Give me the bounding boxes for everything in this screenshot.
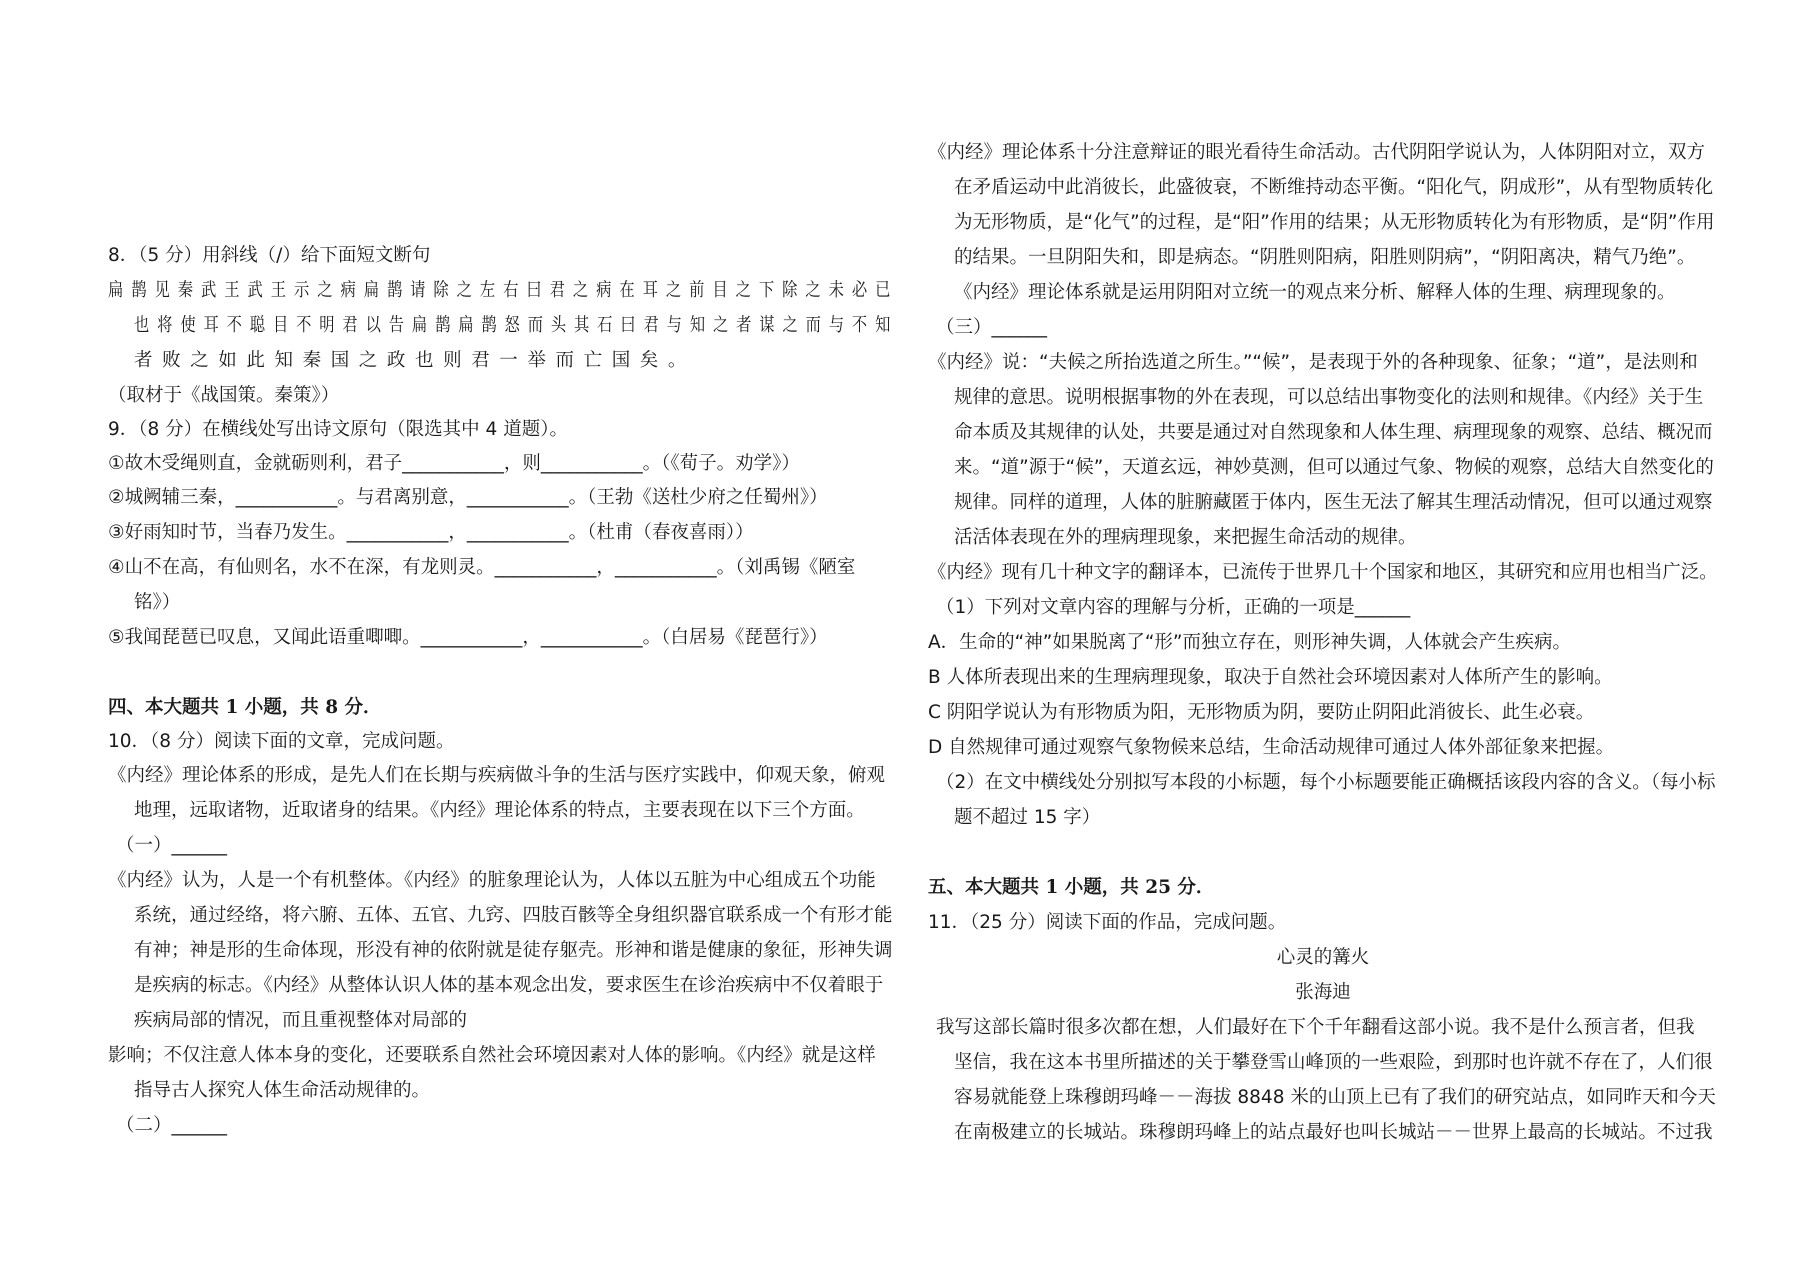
passage-line: 系统，通过经络，将六腑、五体、五官、九窍、四肢百骸等全身组织器官联系成一个有形才能	[134, 905, 893, 926]
passage-line: 疾病局部的情况，而且重视整体对局部的	[134, 1010, 468, 1031]
passage-line: 在矛盾运动中此消彼长，此盛彼衰，不断维持动态平衡。“阳化气，阴成形”，从有型物质转化	[954, 177, 1714, 198]
story-line: 容易就能登上珠穆朗玛峰－－海拔 8848 米的山顶上已有了我们的研究站点，如同昨天和今天	[954, 1087, 1716, 1108]
question-9-item: 铭》）	[134, 592, 181, 613]
question-9-item: ①故木受绳则直，金就砺则利，君子___________，则___________。（《荀子。劝学》）	[108, 453, 800, 474]
story-line: 我写这部长篇时很多次都在想，人们最好在下个千年翻看这部小说。我不是什么预言者，但我	[936, 1017, 1695, 1038]
passage-line: 为无形物质，是“化气”的过程，是“阳”作用的结果；从无形物质转化为有形物质，是“阴”作用	[954, 212, 1715, 233]
sub-question-1: （1）下列对文章内容的理解与分析，正确的一项是______	[936, 597, 1411, 618]
section-5-heading: 五、本大题共 1 小题，共 25 分．	[928, 877, 1215, 898]
story-author: 张海迪	[1295, 982, 1351, 1003]
passage-line: 《内经》现有几十种文字的翻译本，已流传于世界几十个国家和地区，其研究和应用也相当广泛。	[928, 562, 1718, 583]
question-8-source: （取材于《战国策。秦策》）	[108, 385, 340, 406]
option-b: B 人体所表现出来的生理病理现象，取决于自然社会环境因素对人体所产生的影响。	[928, 667, 1613, 688]
passage-line: 活活体表现在外的理病理现象，来把握生命活动的规律。	[954, 527, 1417, 548]
question-9-item: ④山不在高，有仙则名，水不在深，有龙则灵。___________，___________。（刘禹锡《陋室	[108, 557, 856, 578]
passage-line: 《内经》理论体系十分注意辩证的眼光看待生命活动。古代阴阳学说认为，人体阴阳对立，双方	[928, 142, 1706, 163]
question-9-item: ③好雨知时节，当春乃发生。___________，___________。（杜甫（春夜喜雨））	[108, 522, 754, 543]
passage-line: 规律。同样的道理，人体的脏腑藏匿于体内，医生无法了解其生理活动情况，但可以通过观察	[954, 492, 1713, 513]
sub-question-2: （2）在文中横线处分别拟写本段的小标题，每个小标题要能正确概括该段内容的含义。（每小标	[936, 772, 1716, 793]
passage-line: 指导古人探究人体生命活动规律的。	[134, 1080, 431, 1101]
option-a: A．生命的“神”如果脱离了“形”而独立存在，则形神失调，人体就会产生疾病。	[928, 632, 1571, 653]
blank-subtitle-1: （一）______	[116, 835, 228, 856]
question-9-title: 9．（8 分）在横线处写出诗文原句（限选其中 4 道题）。	[108, 419, 568, 440]
blank-subtitle-3: （三）______	[936, 317, 1048, 338]
question-9-item: ⑤我闻琵琶已叹息，又闻此语重唧唧。___________，___________。（白居易《琵琶行》）	[108, 627, 828, 648]
passage-line: 来。“道”源于“候”，天道玄远，神妙莫测，但可以通过气象、物候的观察，总结大自然变化的	[954, 457, 1714, 478]
option-c: C 阴阳学说认为有形物质为阳，无形物质为阴，要防止阴阳此消彼长、此生必衰。	[928, 702, 1595, 723]
passage-line: 的结果。一旦阴阳失和，即是病态。“阴胜则阳病，阳胜则阴病”，“阴阳离决，精气乃绝”。	[954, 247, 1696, 268]
question-8-title: 8．（5 分）用斜线（/）给下面短文断句	[108, 245, 431, 266]
passage-line: 《内经》说：“夫候之所抬选道之所生。”“候”，是表现于外的各种现象、征象；“道”，是法则和	[928, 352, 1698, 373]
question-9-item: ②城阙辅三秦，___________。与君离别意，___________。（王勃《送杜少府之任蜀州》）	[108, 487, 828, 508]
section-4-heading: 四、本大题共 1 小题，共 8 分．	[108, 697, 382, 718]
passage-line: 是疾病的标志。《内经》从整体认识人体的基本观念出发，要求医生在诊治疾病中不仅着眼于	[134, 975, 884, 996]
option-d: D 自然规律可通过观察气象物候来总结，生命活动规律可通过人体外部征象来把握。	[928, 737, 1615, 758]
sub-question-2: 题不超过 15 字）	[954, 807, 1101, 828]
question-10-title: 10．（8 分）阅读下面的文章，完成问题。	[108, 731, 455, 752]
question-8-text: 者败之如此知秦国之政也则君一举而亡国矣。	[134, 350, 697, 371]
question-11-title: 11．（25 分）阅读下面的作品，完成问题。	[928, 912, 1287, 933]
passage-line: 有神；神是形的生命体现，形没有神的依附就是徒存躯壳。形神和谐是健康的象征，形神失调	[134, 940, 893, 961]
question-8-text: 扁鹊见秦武王武王示之病扁鹊请除之左右曰君之病在耳之前目之下除之未必已	[108, 280, 899, 301]
passage-line: 影响；不仅注意人体本身的变化，还要联系自然社会环境因素对人体的影响。《内经》就是这样	[108, 1045, 876, 1066]
passage-line: 规律的意思。说明根据事物的外在表现，可以总结出事物变化的法则和规律。《内经》关于生	[954, 387, 1704, 408]
question-8-text: 也将使耳不聪目不明君以告扁鹊扁鹊怒而头其石曰君与知之者谋之而与不知	[134, 315, 899, 336]
story-line: 在南极建立的长城站。珠穆朗玛峰上的站点最好也叫长城站－－世界上最高的长城站。不过我	[954, 1122, 1713, 1143]
passage-line: 命本质及其规律的认处，共要是通过对自然现象和人体生理、病理现象的观察、总结、概况而	[954, 422, 1713, 443]
passage-line: 《内经》理论体系就是运用阴阳对立统一的观点来分析、解释人体的生理、病理现象的。	[954, 282, 1676, 303]
passage-line: 《内经》理论体系的形成，是先人们在长期与疾病做斗争的生活与医疗实践中，仰观天象，俯观	[108, 765, 886, 786]
blank-subtitle-2: （二）______	[116, 1115, 228, 1136]
story-line: 坚信，我在这本书里所描述的关于攀登雪山峰顶的一些艰险，到那时也许就不存在了，人们很	[954, 1052, 1713, 1073]
passage-line: 地理，远取诸物，近取诸身的结果。《内经》理论体系的特点，主要表现在以下三个方面。	[134, 800, 865, 821]
passage-line: 《内经》认为，人是一个有机整体。《内经》的脏象理论认为，人体以五脏为中心组成五个功能	[108, 870, 876, 891]
story-title: 心灵的篝火	[1276, 947, 1370, 968]
